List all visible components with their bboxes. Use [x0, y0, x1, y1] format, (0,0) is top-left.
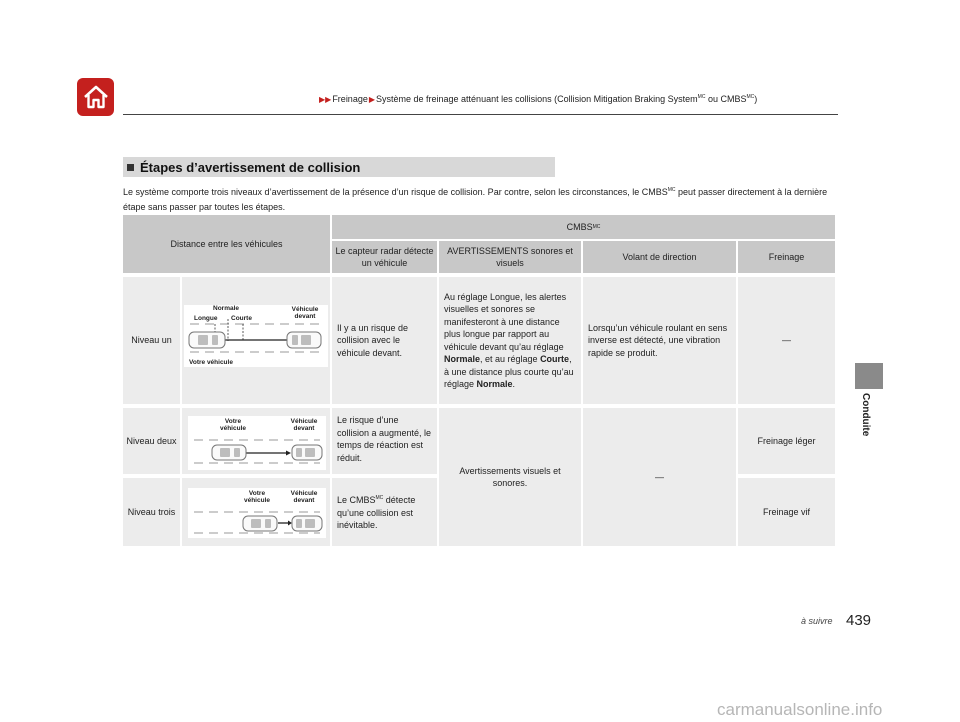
- your-vehicle-car-icon: [189, 332, 225, 348]
- level-one-radar: Il y a un risque de collision avec le véhicule devant.: [332, 277, 437, 404]
- diagram-label-longue: Longue: [194, 315, 218, 322]
- breadcrumb: [318, 94, 757, 104]
- section-title: Étapes d’avertissement de collision: [140, 159, 361, 175]
- diagram-label-your-vehicle: Votre véhicule: [219, 418, 246, 432]
- diagram-label-your-vehicle: Votre véhicule: [189, 359, 233, 366]
- breadcrumb-current: Système de freinage atténuant les collisions (Collision Mitigation Braking System$^{MC}$ ou $CMBS^{MC}$): [376, 94, 758, 104]
- level-one-diagram-cell: [182, 277, 330, 404]
- your-vehicle-car-icon: [212, 445, 246, 460]
- level-two-braking: Freinage léger: [738, 408, 835, 474]
- level-one-label: Niveau un: [123, 277, 180, 404]
- your-vehicle-car-icon: [243, 516, 277, 531]
- diagram-label-front-vehicle: Véhicule devant: [291, 306, 319, 320]
- level-two-diagram-cell: [182, 408, 330, 474]
- diagram-label-front-vehicle: Véhicule devant: [290, 418, 318, 432]
- section-heading: [123, 157, 555, 177]
- level-three-radar: Le $CMBS^{MC}$ détecte qu’une collision est inévitable.: [332, 478, 437, 546]
- side-tab-marker[interactable]: [855, 363, 883, 389]
- level-three-braking: Freinage vif: [738, 478, 835, 546]
- level-one-steering: Lorsqu’un véhicule roulant en sens inverse est détecté, une vibration rapide se produit.: [583, 277, 736, 404]
- distance-diagram-level-two: [188, 416, 326, 470]
- header-steering: Volant de direction: [583, 241, 736, 273]
- continued-label: à suivre: [801, 616, 833, 626]
- level-three-label: Niveau trois: [123, 478, 180, 546]
- levels-two-three-steering: —: [583, 408, 736, 546]
- front-vehicle-car-icon: [292, 516, 322, 531]
- distance-diagram-level-one: [184, 305, 328, 367]
- header-distance: Distance entre les véhicules: [123, 215, 330, 273]
- watermark: carmanualsonline.info: [717, 700, 883, 719]
- front-vehicle-car-icon: [292, 445, 322, 460]
- distance-diagram-level-three: [188, 488, 326, 538]
- header-divider: [123, 114, 838, 115]
- diagram-label-normale: Normale: [213, 305, 240, 312]
- arrow-icon: ▶▶: [319, 95, 332, 104]
- level-three-diagram-cell: [182, 478, 330, 546]
- level-one-alerts: Au réglage Longue, les alertes visuelles et sonores se manifesteront à une distance plus longue par rapport au véhicule devant qu’au réglage Normale, et au réglage Courte, à une distance plus courte qu’au réglage Normale.: [439, 277, 581, 404]
- diagram-label-courte: Courte: [231, 315, 252, 322]
- breadcrumb-link-freinage[interactable]: Freinage: [332, 94, 368, 104]
- home-button[interactable]: [77, 78, 114, 116]
- levels-two-three-alerts: Avertissements visuels et sonores.: [439, 408, 581, 546]
- header-radar: Le capteur radar détecte un véhicule: [332, 241, 437, 273]
- front-vehicle-car-icon: [287, 332, 321, 348]
- level-two-label: Niveau deux: [123, 408, 180, 474]
- house-icon: [83, 85, 109, 109]
- header-braking: Freinage: [738, 241, 835, 273]
- level-one-braking: —: [738, 277, 835, 404]
- square-bullet-icon: [127, 164, 134, 171]
- diagram-label-your-vehicle: Votre véhicule: [243, 490, 270, 504]
- page-number: 439: [846, 612, 872, 629]
- side-tab-label: Conduite: [860, 393, 871, 437]
- level-two-radar: Le risque d’une collision a augmenté, le temps de réaction est réduit.: [332, 408, 437, 474]
- intro-paragraph: Le système comporte trois niveaux d’avertissement de la présence d’un risque de collision. Par contre, selon les circonstances, le $CMBS^{MC}$ peut passer directement à la dernière étape sans passer par toutes les étapes.: [123, 187, 828, 212]
- header-alerts: AVERTISSEMENTS sonores et visuels: [439, 241, 581, 273]
- arrow-icon: ▶: [368, 95, 375, 104]
- header-cmbs: CMBS MC: [332, 215, 835, 239]
- diagram-label-front-vehicle: Véhicule devant: [290, 490, 318, 504]
